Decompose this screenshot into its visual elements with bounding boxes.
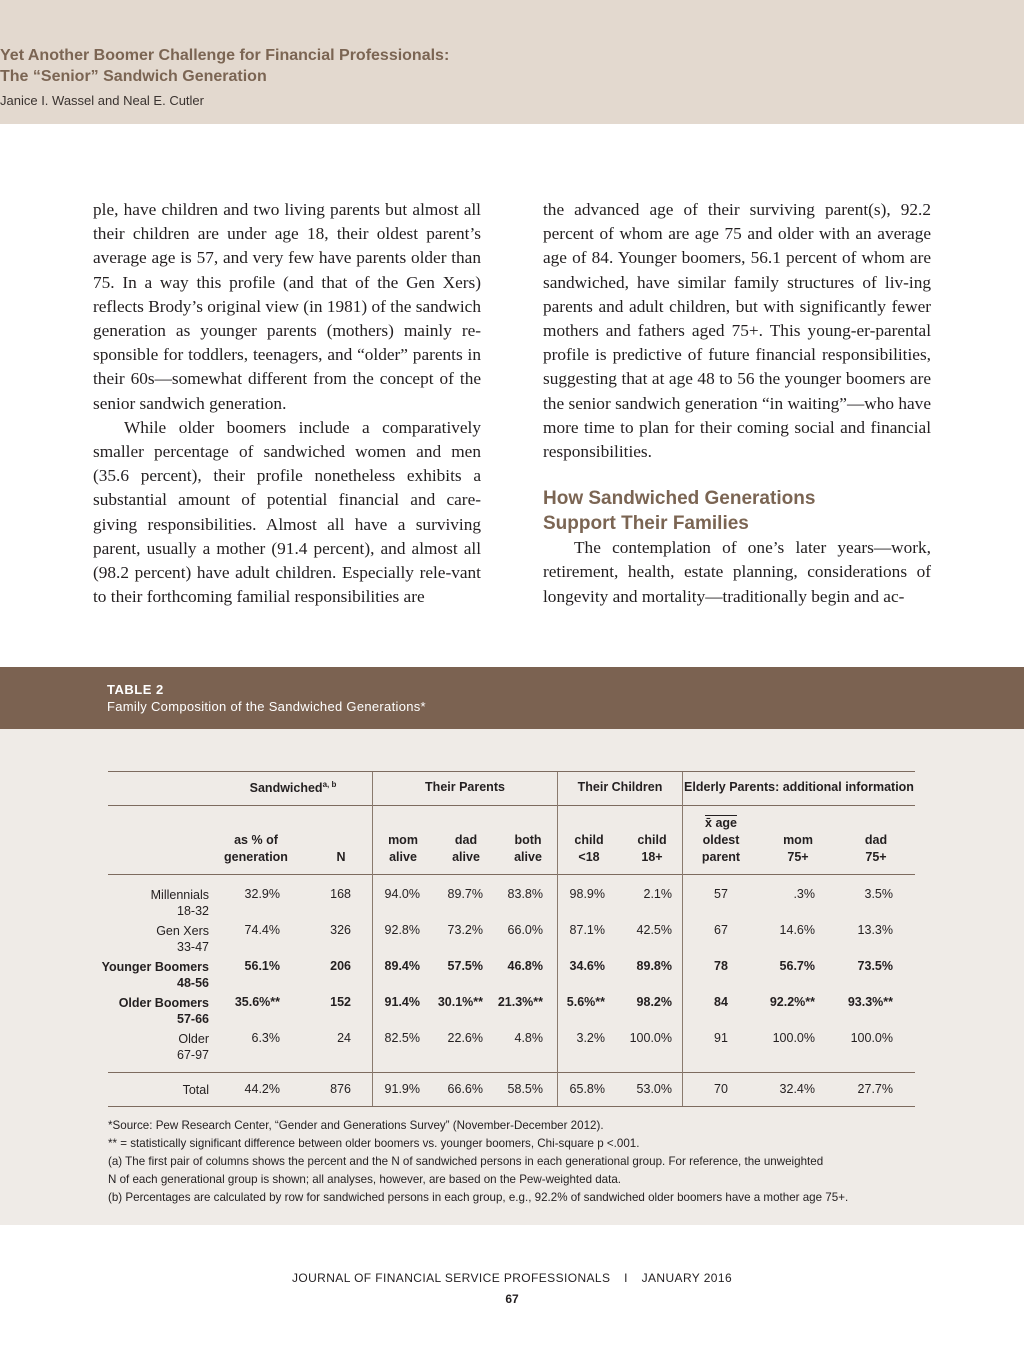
total-cell: 32.4% [779,1082,815,1096]
table-rule [108,874,915,875]
table-cell: 2.1% [643,887,672,901]
column-header: child [574,833,604,847]
page-number: 67 [505,1292,519,1306]
total-row-label: Total [182,1083,209,1097]
table-cell: .3% [793,887,815,901]
table-cell: 326 [330,923,351,937]
total-cell: 66.6% [447,1082,483,1096]
note-line: *Source: Pew Research Center, “Gender and Generations Survey” (November-December 2012). [108,1119,604,1132]
table-rule [108,1106,915,1107]
total-cell: 27.7% [857,1082,893,1096]
table-cell: 66.0% [507,923,543,937]
column-header: alive [514,850,542,864]
section-heading-line1: How Sandwiched Generations [543,488,816,510]
column-header: mom [783,833,813,847]
table-cell: 91.4% [384,995,420,1009]
row-label: Gen Xers [156,924,209,938]
group-header-parents: Their Parents [425,780,505,794]
table-cell: 5.6%** [566,995,605,1009]
total-cell: 44.2% [244,1082,280,1096]
table-cell: 89.4% [384,959,420,973]
row-age-range: 57-66 [177,1012,209,1026]
table-cell: 89.7% [447,887,483,901]
issue-date: JANUARY 2016 [641,1271,733,1285]
paragraph: The contemplation of one’s later years—work, retirement, health, estate planning, considerations of longevity and mortality—traditionally begin and ac- [543,538,931,606]
table-cell: 4.8% [514,1031,543,1045]
column-divider [372,772,373,1106]
column-header: as % of [234,833,278,847]
left-column [93,198,481,609]
note-line: (b) Percentages are calculated by row for sandwiched persons in each group, e.g., 92.2% of sandwiched older boomers have a mother age 75+. [108,1191,849,1204]
row-label: Younger Boomers [101,960,209,974]
table-cell: 206 [330,959,351,973]
table-cell: 46.8% [507,959,543,973]
column-header: child [637,833,667,847]
column-header: 75+ [865,850,887,864]
table-cell: 74.4% [244,923,280,937]
column-header: 18+ [641,850,663,864]
total-cell: 876 [330,1082,351,1096]
table-cell: 6.3% [251,1031,280,1045]
column-header: alive [452,850,480,864]
table-cell: 13.3% [857,923,893,937]
table-cell: 91 [714,1031,728,1045]
table-cell: 168 [330,887,351,901]
article-authors: Janice I. Wassel and Neal E. Cutler [0,93,204,108]
group-header-children: Their Children [577,780,663,794]
column-header: both [514,833,542,847]
table-cell: 57.5% [447,959,483,973]
table-cell: 22.6% [447,1031,483,1045]
table-cell: 92.2%** [769,995,815,1009]
row-label: Older [178,1032,209,1046]
article-title-line2: The “Senior” Sandwich Generation [0,68,267,85]
column-header: <18 [578,850,600,864]
table-cell: 92.8% [384,923,420,937]
table-cell: 100.0% [772,1031,815,1045]
column-header: dad [454,833,478,847]
table-rule [108,1072,915,1073]
total-cell: 91.9% [384,1082,420,1096]
page-footer [0,1271,1024,1285]
table-cell: 14.6% [779,923,815,937]
table-cell: 67 [714,923,728,937]
row-age-range: 33-47 [177,940,209,954]
column-header: 75+ [787,850,809,864]
paragraph: ple, have children and two living parents but almost all their children are under age 18, their oldest parent’s average age is 57, and very few have parents older than 75. In a way this profile (and that of the Gen Xers) reflects Brody’s original view (in 1981) of the sandwich generation as younger parents (mothers) mainly re-sponsible for toddlers, teenagers, and “older” parents in their 60s—somewhat different from the concept of the senior sandwich generation. [93,200,481,413]
table-cell: 73.5% [857,959,893,973]
table-cell: 152 [330,995,351,1009]
row-label: Millennials [150,888,209,902]
table-cell: 34.6% [569,959,605,973]
table-cell: 98.9% [569,887,605,901]
paragraph: the advanced age of their surviving parent(s), 92.2 percent of whom are age 75 and older with an average age of 84. Younger boomers, 56.1 percent of whom are sandwiched, have similar family structures of liv-ing parents and adult children, but with significantly fewer mothers and fathers aged 75+. This young-er-parental profile is predictive of future financial responsibilities, suggesting that at age 48 to 56 the younger boomers are the senior sandwich generation “in waiting”—who have more time to plan for their coming social and financial responsibilities. [543,200,931,462]
total-cell: 53.0% [636,1082,672,1096]
journal-name: JOURNAL OF FINANCIAL SERVICE PROFESSIONALS [291,1271,611,1285]
table-cell: 56.1% [244,959,280,973]
table-cell: 3.5% [864,887,893,901]
column-header: parent [701,850,741,864]
table-notes [108,1117,928,1207]
table-label: TABLE 2 [107,682,164,697]
table-cell: 84 [714,995,728,1009]
column-header: mom [388,833,418,847]
table-cell: 57 [714,887,728,901]
table-cell: 3.2% [576,1031,605,1045]
table-rule [108,771,915,772]
table-cell: 42.5% [636,923,672,937]
table-title-band [0,667,1024,729]
column-header: x̄ age [705,816,737,830]
table-cell: 24 [337,1031,351,1045]
right-column [543,198,931,609]
table-cell: 89.8% [636,959,672,973]
table-cell: 21.3%** [497,995,543,1009]
section-heading-line2: Support Their Families [543,513,749,535]
table-cell: 30.1%** [437,995,483,1009]
row-age-range: 48-56 [177,976,209,990]
row-age-range: 18-32 [177,904,209,918]
table-rule [108,805,915,806]
table-cell: 78 [714,959,728,973]
row-age-range: 67-97 [177,1048,209,1062]
table-cell: 94.0% [384,887,420,901]
table-cell: 35.6%** [234,995,280,1009]
table-cell: 87.1% [569,923,605,937]
table-cell: 56.7% [779,959,815,973]
table-cell: 100.0% [850,1031,893,1045]
table-cell: 82.5% [384,1031,420,1045]
table-cell: 98.2% [636,995,672,1009]
table-cell: 83.8% [507,887,543,901]
table-cell: 73.2% [447,923,483,937]
table-cell: 32.9% [244,887,280,901]
total-cell: 65.8% [569,1082,605,1096]
row-label: Older Boomers [118,996,209,1010]
column-divider [557,772,558,1106]
total-cell: 70 [714,1082,728,1096]
footer-separator: I [624,1271,628,1285]
article-title-line1: Yet Another Boomer Challenge for Financial Professionals: [0,47,450,64]
total-cell: 58.5% [507,1082,543,1096]
group-header-elderly: Elderly Parents: additional information [684,780,914,794]
column-header: alive [389,850,417,864]
table-cell: 93.3%** [847,995,893,1009]
table-cell: 100.0% [629,1031,672,1045]
section-heading [543,486,931,536]
note-line: ** = statistically significant difference between older boomers vs. younger boomers, Chi-square p <.001. [108,1137,640,1150]
column-header: N [336,850,346,864]
column-header: dad [864,833,888,847]
note-line: (a) The first pair of columns shows the percent and the N of sandwiched persons in each generational group. For reference, the unweighted [108,1155,824,1168]
note-line: N of each generational group is shown; all analyses, however, are based on the Pew-weighted data. [108,1173,622,1186]
paragraph: While older boomers include a comparatively smaller percentage of sandwiched women and men (35.6 percent), their profile nonetheless exhibits a substantial amount of potential financial and care-giving responsibilities. Almost all have a surviving parent, usually a mother (91.4 percent), and almost all (98.2 percent) have adult children. Especially rele-vant to their forthcoming familial responsibilities are [93,417,481,607]
table-caption: Family Composition of the Sandwiched Generations* [107,699,426,714]
group-header-sandwiched: Sandwiched$^{a, b}$ [249,780,337,796]
column-header: oldest [702,833,740,847]
column-header: generation [224,850,288,864]
